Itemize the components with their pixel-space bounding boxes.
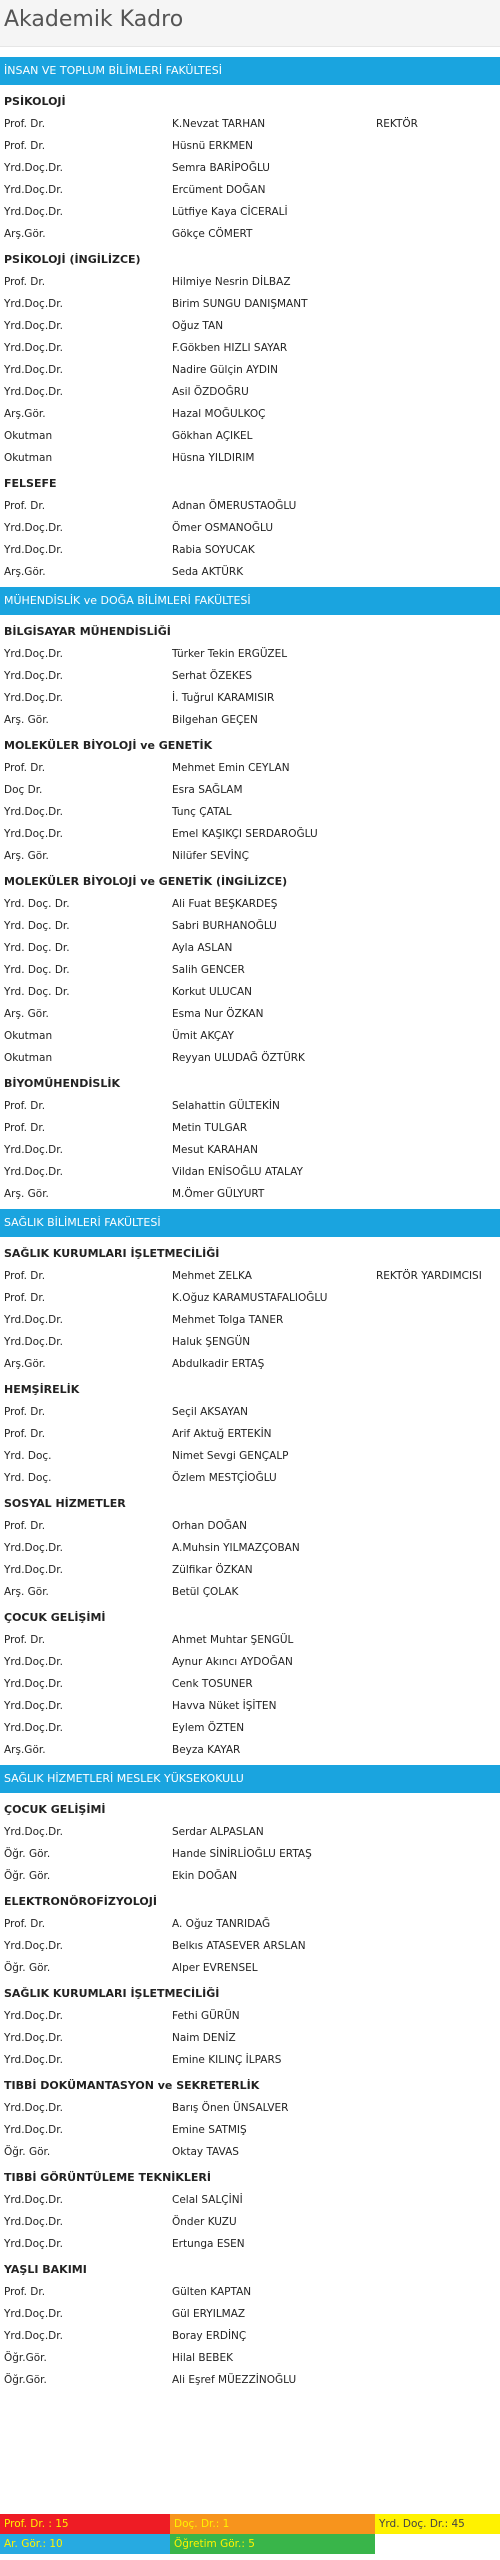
staff-row [0, 1717, 500, 1739]
staff-rank: Yrd.Doç.Dr. [4, 1166, 63, 1178]
staff-name: Emine KILINÇ İLPARS [172, 2054, 282, 2066]
staff-rank: Yrd.Doç.Dr. [4, 522, 63, 534]
staff-rank: Yrd.Doç.Dr. [4, 828, 63, 840]
staff-name: Ali Eşref MÜEZZİNOĞLU [172, 2374, 297, 2386]
department-title: FELSEFE [4, 477, 57, 490]
staff-row [0, 2097, 500, 2119]
staff-row [0, 1629, 500, 1651]
staff-rank: Prof. Dr. [4, 276, 46, 288]
staff-name: Nimet Sevgi GENÇALP [172, 1450, 289, 1462]
staff-name: Önder KUZU [172, 2216, 237, 2228]
staff-name: Bilgehan GEÇEN [172, 714, 258, 726]
department-title: YAŞLI BAKIMI [4, 2263, 87, 2276]
staff-name: Oğuz TAN [172, 320, 224, 332]
staff-rank: Arş.Gör. [4, 408, 46, 420]
stat-doc: Doç. Dr.: 1 [170, 2514, 375, 2534]
staff-name: Naim DENİZ [172, 2032, 236, 2044]
staff-row [0, 1003, 500, 1025]
staff-row [0, 981, 500, 1003]
staff-rank: Yrd.Doç.Dr. [4, 2216, 63, 2228]
staff-rank: Arş. Gör. [4, 1008, 49, 1020]
staff-name: Vildan ENİSOĞLU ATALAY [172, 1166, 303, 1178]
staff-rank: Öğr. Gör. [4, 1962, 51, 1974]
staff-rank: Okutman [4, 430, 53, 442]
staff-rank: Yrd.Doç.Dr. [4, 1656, 63, 1668]
staff-rank: Yrd. Doç. Dr. [4, 964, 70, 976]
staff-rank: Yrd. Doç. Dr. [4, 986, 70, 998]
staff-row [0, 2027, 500, 2049]
staff-row [0, 1913, 500, 1935]
staff-name: Reyyan ULUDAĞ ÖZTÜRK [172, 1052, 305, 1064]
staff-name: Mehmet ZELKA [172, 1270, 252, 1282]
staff-rank: Yrd. Doç. Dr. [4, 920, 70, 932]
staff-name: Orhan DOĞAN [172, 1520, 248, 1532]
staff-row [0, 1739, 500, 1761]
staff-name: A.Muhsin YILMAZÇOBAN [172, 1542, 300, 1554]
staff-row [0, 2233, 500, 2255]
staff-name: İ. Tuğrul KARAMISIR [172, 692, 275, 704]
staff-name: Ertunga ESEN [172, 2238, 245, 2250]
staff-name: Boray ERDİNÇ [172, 2330, 247, 2342]
staff-rank: Yrd.Doç.Dr. [4, 1722, 63, 1734]
staff-name: Cenk TOSUNER [172, 1678, 253, 1690]
faculty-header: SAĞLIK BİLİMLERİ FAKÜLTESİ [0, 1209, 500, 1237]
staff-name: Gülten KAPTAN [172, 2286, 252, 2298]
department-title: MOLEKÜLER BİYOLOJİ ve GENETİK (İNGİLİZCE) [4, 875, 288, 888]
staff-name: M.Ömer GÜLYURT [172, 1188, 265, 1200]
staff-name: Mesut KARAHAN [172, 1144, 258, 1156]
staff-name: Salih GENCER [172, 964, 245, 976]
staff-name: Hazal MOĞULKOÇ [172, 408, 266, 420]
staff-rank: Yrd.Doç.Dr. [4, 1144, 63, 1156]
staff-name: Gökhan AÇIKEL [172, 430, 253, 442]
staff-name: Belkıs ATASEVER ARSLAN [172, 1940, 306, 1952]
staff-rank: Yrd.Doç.Dr. [4, 320, 63, 332]
staff-name: Arif Aktuğ ERTEKİN [172, 1428, 272, 1440]
staff-row [0, 561, 500, 583]
staff-name: Ali Fuat BEŞKARDEŞ [172, 898, 278, 910]
department-title: PSİKOLOJİ [4, 95, 66, 108]
staff-rank: Yrd.Doç.Dr. [4, 670, 63, 682]
staff-role: REKTÖR YARDIMCISI [376, 1270, 482, 1282]
staff-rank: Prof. Dr. [4, 1634, 46, 1646]
staff-row [0, 1467, 500, 1489]
staff-name: Birim SUNGU DANIŞMANT [172, 298, 308, 310]
staff-name: Fethi GÜRÜN [172, 2010, 240, 2022]
stat-yrd-doc: Yrd. Doç. Dr.: 45 [375, 2514, 500, 2534]
staff-rank: Arş.Gör. [4, 1744, 46, 1756]
staff-row [0, 709, 500, 731]
staff-rank: Yrd.Doç.Dr. [4, 2032, 63, 2044]
staff-row [0, 1287, 500, 1309]
faculty-header: MÜHENDİSLİK ve DOĞA BİLİMLERİ FAKÜLTESİ [0, 587, 500, 615]
staff-rank: Yrd.Doç.Dr. [4, 648, 63, 660]
staff-row [0, 1353, 500, 1375]
staff-row [0, 1581, 500, 1603]
staff-rank: Prof. Dr. [4, 1428, 46, 1440]
staff-rank: Öğr. Gör. [4, 1848, 51, 1860]
staff-rank: Arş.Gör. [4, 228, 46, 240]
stat-ar-gor: Ar. Gör.: 10 [0, 2534, 170, 2554]
staff-name: Selahattin GÜLTEKİN [172, 1100, 280, 1112]
staff-row [0, 1695, 500, 1717]
staff-row [0, 403, 500, 425]
staff-name: Ömer OSMANOĞLU [172, 522, 274, 534]
staff-row [0, 223, 500, 245]
staff-role: REKTÖR [376, 118, 418, 130]
staff-name: Özlem MESTÇİOĞLU [172, 1472, 277, 1484]
staff-rank: Prof. Dr. [4, 500, 46, 512]
staff-row [0, 359, 500, 381]
staff-name: A. Oğuz TANRIDAĞ [172, 1918, 271, 1930]
staff-statistics [0, 2514, 500, 2554]
staff-rank: Arş. Gör. [4, 714, 49, 726]
staff-name: Ekin DOĞAN [172, 1870, 238, 1882]
staff-name: Emine SATMIŞ [172, 2124, 247, 2136]
staff-rank: Yrd.Doç.Dr. [4, 544, 63, 556]
staff-row [0, 665, 500, 687]
staff-name: Abdulkadir ERTAŞ [172, 1358, 265, 1370]
staff-rank: Yrd.Doç.Dr. [4, 298, 63, 310]
stat-empty [375, 2534, 500, 2554]
staff-name: Türker Tekin ERGÜZEL [172, 648, 288, 660]
staff-rank: Prof. Dr. [4, 1406, 46, 1418]
department-title: PSİKOLOJİ (İNGİLİZCE) [4, 253, 141, 266]
staff-rank: Arş.Gör. [4, 566, 46, 578]
staff-name: Aynur Akıncı AYDOĞAN [172, 1656, 293, 1668]
staff-rank: Prof. Dr. [4, 1918, 46, 1930]
staff-rank: Yrd.Doç.Dr. [4, 1542, 63, 1554]
staff-row [0, 2005, 500, 2027]
faculty-header: İNSAN VE TOPLUM BİLİMLERİ FAKÜLTESİ [0, 57, 500, 85]
staff-row [0, 201, 500, 223]
staff-row [0, 2189, 500, 2211]
staff-name: Ayla ASLAN [172, 942, 233, 954]
staff-name: Korkut ULUCAN [172, 986, 253, 998]
staff-row [0, 2141, 500, 2163]
staff-row [0, 1047, 500, 1069]
department-title: BİLGİSAYAR MÜHENDİSLİĞİ [4, 625, 171, 638]
staff-name: Serhat ÖZEKES [172, 670, 253, 682]
staff-row [0, 135, 500, 157]
staff-name: Serdar ALPASLAN [172, 1826, 264, 1838]
staff-row [0, 2369, 500, 2391]
staff-row [0, 1821, 500, 1843]
staff-rank: Okutman [4, 1052, 53, 1064]
staff-row [0, 381, 500, 403]
staff-row [0, 1673, 500, 1695]
staff-row [0, 315, 500, 337]
staff-name: Esra SAĞLAM [172, 784, 243, 796]
staff-name: Hande SİNİRLİOĞLU ERTAŞ [172, 1848, 312, 1860]
staff-row [0, 1331, 500, 1353]
staff-list [0, 57, 500, 2391]
staff-rank: Prof. Dr. [4, 762, 46, 774]
department-title: TIBBİ GÖRÜNTÜLEME TEKNİKLERİ [4, 2171, 211, 2184]
staff-name: Hilmiye Nesrin DİLBAZ [172, 276, 291, 288]
staff-row [0, 271, 500, 293]
staff-rank: Yrd.Doç.Dr. [4, 2238, 63, 2250]
staff-row [0, 113, 500, 135]
staff-name: Gökçe CÖMERT [172, 228, 253, 240]
staff-name: Lütfiye Kaya CİCERALİ [172, 206, 288, 218]
staff-name: K.Nevzat TARHAN [172, 118, 266, 130]
staff-rank: Öğr.Gör. [4, 2374, 47, 2386]
staff-rank: Yrd. Doç. [4, 1472, 52, 1484]
staff-name: Rabia SOYUCAK [172, 544, 255, 556]
staff-name: Sabri BURHANOĞLU [172, 920, 277, 932]
staff-name: Havva Nüket İŞİTEN [172, 1700, 277, 1712]
staff-rank: Yrd.Doç.Dr. [4, 2194, 63, 2206]
staff-rank: Arş.Gör. [4, 1358, 46, 1370]
staff-row [0, 1401, 500, 1423]
staff-name: Tunç ÇATAL [172, 806, 232, 818]
staff-row [0, 893, 500, 915]
staff-row [0, 779, 500, 801]
staff-name: Eylem ÖZTEN [172, 1722, 245, 1734]
staff-row [0, 2211, 500, 2233]
staff-name: Asil ÖZDOĞRU [172, 386, 249, 398]
staff-row [0, 1117, 500, 1139]
staff-row [0, 1161, 500, 1183]
staff-name: Hüsnü ERKMEN [172, 140, 254, 152]
department-title: SAĞLIK KURUMLARI İŞLETMECİLİĞİ [4, 1247, 220, 1260]
staff-row [0, 1651, 500, 1673]
staff-row [0, 1865, 500, 1887]
staff-name: Beyza KAYAR [172, 1744, 241, 1756]
staff-rank: Yrd.Doç.Dr. [4, 2102, 63, 2114]
staff-rank: Yrd.Doç.Dr. [4, 1336, 63, 1348]
staff-rank: Prof. Dr. [4, 1292, 46, 1304]
staff-row [0, 959, 500, 981]
staff-rank: Yrd.Doç.Dr. [4, 364, 63, 376]
staff-rank: Yrd.Doç.Dr. [4, 1678, 63, 1690]
staff-row [0, 1515, 500, 1537]
staff-rank: Okutman [4, 452, 53, 464]
staff-rank: Prof. Dr. [4, 1270, 46, 1282]
staff-name: Gül ERYILMAZ [172, 2308, 246, 2320]
staff-name: Ümit AKÇAY [172, 1030, 234, 1042]
staff-row [0, 1423, 500, 1445]
staff-name: K.Oğuz KARAMUSTAFALIOĞLU [172, 1292, 328, 1304]
staff-name: Betül ÇOLAK [172, 1586, 239, 1598]
staff-row [0, 687, 500, 709]
staff-row [0, 1025, 500, 1047]
staff-row [0, 915, 500, 937]
staff-rank: Yrd.Doç.Dr. [4, 206, 63, 218]
staff-name: Hilal BEBEK [172, 2352, 233, 2364]
staff-name: Zülfikar ÖZKAN [172, 1564, 253, 1576]
department-title: TIBBİ DOKÜMANTASYON ve SEKRETERLİK [4, 2079, 260, 2092]
staff-rank: Yrd.Doç.Dr. [4, 162, 63, 174]
staff-row [0, 179, 500, 201]
staff-name: Hüsna YILDIRIM [172, 452, 255, 464]
staff-row [0, 539, 500, 561]
staff-rank: Yrd. Doç. Dr. [4, 898, 70, 910]
staff-name: Barış Önen ÜNSALVER [172, 2102, 289, 2114]
department-title: MOLEKÜLER BİYOLOJİ ve GENETİK [4, 739, 213, 752]
staff-name: Alper EVRENSEL [172, 1962, 258, 1974]
department-title: HEMŞİRELİK [4, 1383, 80, 1396]
staff-rank: Arş. Gör. [4, 1188, 49, 1200]
staff-rank: Yrd.Doç.Dr. [4, 806, 63, 818]
staff-rank: Yrd.Doç.Dr. [4, 2308, 63, 2320]
staff-name: Seçil AKSAYAN [172, 1406, 249, 1418]
page-header [0, 0, 500, 47]
staff-row [0, 1095, 500, 1117]
staff-rank: Yrd.Doç.Dr. [4, 184, 63, 196]
department-title: BİYOMÜHENDİSLİK [4, 1077, 120, 1090]
staff-rank: Arş. Gör. [4, 850, 49, 862]
staff-row [0, 2303, 500, 2325]
staff-name: Ercüment DOĞAN [172, 184, 266, 196]
staff-row [0, 425, 500, 447]
staff-row [0, 495, 500, 517]
staff-rank: Yrd.Doç.Dr. [4, 2124, 63, 2136]
staff-rank: Doç Dr. [4, 784, 43, 796]
staff-name: Haluk ŞENGÜN [172, 1336, 251, 1348]
staff-rank: Prof. Dr. [4, 118, 46, 130]
staff-row [0, 293, 500, 315]
staff-name: Esma Nur ÖZKAN [172, 1008, 264, 1020]
department-title: SAĞLIK KURUMLARI İŞLETMECİLİĞİ [4, 1987, 220, 2000]
staff-row [0, 2281, 500, 2303]
staff-row [0, 1139, 500, 1161]
department-title: SOSYAL HİZMETLER [4, 1497, 126, 1510]
staff-row [0, 1957, 500, 1979]
staff-row [0, 1559, 500, 1581]
staff-rank: Yrd.Doç.Dr. [4, 1826, 63, 1838]
staff-row [0, 801, 500, 823]
staff-rank: Arş. Gör. [4, 1586, 49, 1598]
staff-row [0, 1445, 500, 1467]
department-title: ÇOCUK GELİŞİMİ [4, 1611, 106, 1624]
staff-rank: Öğr.Gör. [4, 2352, 47, 2364]
staff-rank: Yrd. Doç. [4, 1450, 52, 1462]
staff-rank: Okutman [4, 1030, 53, 1042]
staff-name: Nadire Gülçin AYDIN [172, 364, 278, 376]
staff-row [0, 2347, 500, 2369]
staff-row [0, 1265, 500, 1287]
staff-name: Nilüfer SEVİNÇ [172, 850, 249, 862]
staff-row [0, 337, 500, 359]
staff-rank: Yrd.Doç.Dr. [4, 2010, 63, 2022]
staff-row [0, 1843, 500, 1865]
staff-row [0, 447, 500, 469]
staff-rank: Yrd.Doç.Dr. [4, 386, 63, 398]
staff-rank: Prof. Dr. [4, 140, 46, 152]
staff-rank: Prof. Dr. [4, 1100, 46, 1112]
staff-row [0, 2049, 500, 2071]
staff-row [0, 2325, 500, 2347]
staff-rank: Yrd.Doç.Dr. [4, 342, 63, 354]
staff-name: Emel KAŞIKÇI SERDAROĞLU [172, 828, 318, 840]
staff-row [0, 1309, 500, 1331]
staff-rank: Prof. Dr. [4, 1122, 46, 1134]
staff-row [0, 157, 500, 179]
staff-rank: Prof. Dr. [4, 2286, 46, 2298]
staff-name: F.Gökben HIZLI SAYAR [172, 342, 288, 354]
staff-rank: Yrd. Doç. Dr. [4, 942, 70, 954]
staff-rank: Yrd.Doç.Dr. [4, 2330, 63, 2342]
staff-name: Seda AKTÜRK [172, 566, 244, 578]
staff-rank: Yrd.Doç.Dr. [4, 1700, 63, 1712]
staff-name: Metin TULGAR [172, 1122, 248, 1134]
staff-name: Ahmet Muhtar ŞENGÜL [172, 1634, 294, 1646]
staff-row [0, 1183, 500, 1205]
staff-rank: Yrd.Doç.Dr. [4, 1564, 63, 1576]
staff-rank: Öğr. Gör. [4, 1870, 51, 1882]
staff-name: Mehmet Tolga TANER [172, 1314, 284, 1326]
faculty-header: SAĞLIK HİZMETLERİ MESLEK YÜKSEKOKULU [0, 1765, 500, 1793]
stat-ogr-gor: Öğretim Gör.: 5 [170, 2534, 375, 2554]
staff-name: Celal SALÇİNİ [172, 2194, 243, 2206]
staff-rank: Yrd.Doç.Dr. [4, 1314, 63, 1326]
department-title: ÇOCUK GELİŞİMİ [4, 1803, 106, 1816]
staff-row [0, 937, 500, 959]
staff-rank: Yrd.Doç.Dr. [4, 1940, 63, 1952]
staff-row [0, 643, 500, 665]
staff-rank: Öğr. Gör. [4, 2146, 51, 2158]
staff-row [0, 845, 500, 867]
staff-name: Adnan ÖMERUSTAOĞLU [172, 500, 297, 512]
page-title: Akademik Kadro [4, 7, 184, 32]
staff-rank: Yrd.Doç.Dr. [4, 2054, 63, 2066]
staff-row [0, 517, 500, 539]
staff-row [0, 1537, 500, 1559]
department-title: ELEKTRONÖROFİZYOLOJİ [4, 1895, 157, 1908]
stat-prof: Prof. Dr. : 15 [0, 2514, 170, 2534]
staff-row [0, 823, 500, 845]
staff-row [0, 2119, 500, 2141]
staff-name: Semra BARİPOĞLU [172, 162, 270, 174]
staff-row [0, 757, 500, 779]
staff-rank: Yrd.Doç.Dr. [4, 692, 63, 704]
staff-rank: Prof. Dr. [4, 1520, 46, 1532]
staff-name: Oktay TAVAS [172, 2146, 239, 2158]
staff-row [0, 1935, 500, 1957]
staff-name: Mehmet Emin CEYLAN [172, 762, 290, 774]
